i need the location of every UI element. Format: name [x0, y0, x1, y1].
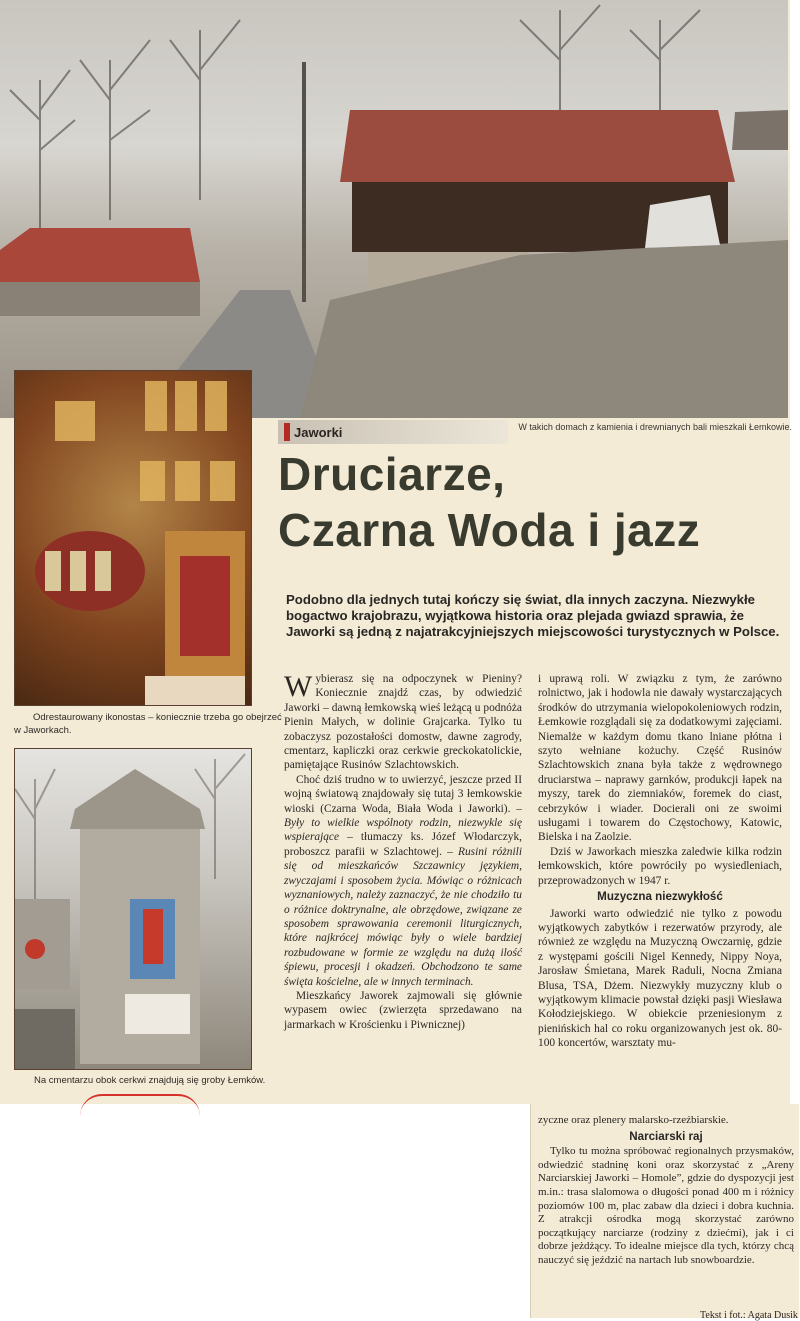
- iconostasis-caption-line1: Odrestaurowany ikonostas – koniecznie trzeba go obejrzeć: [33, 712, 282, 723]
- paragraph: Tylko tu można spróbować regionalnych przysmaków, odwiedzić stadninę koni oraz skorzystać z „Areny Narciarskiej Jaworki – Homole”, gdzie do dyspozycji jest m.in.: trasa slalomowa o długości ponad 400 m i różnicy poziomów 100 m, plac zabaw dla dzieci i dobra kuchnia. Z atrakcji ośrodka mogą skorzystać zarówno początkujący narciarze (rodziny z dziećmi), jak i ci dobrze jeżdżący. To idealne miejsce dla tych, którzy chcą nauczyć się jeździć na nartach lub snowboardzie.: [538, 1145, 794, 1266]
- paragraph: [284, 773, 522, 989]
- paragraph: i uprawą roli. W związku z tym, że zarówno rolnictwo, jak i hodowla nie dawały wystarczających środków do utrzymania wielopokoleniowych rodzin, Łemkowie rozglądali się za dodatkowymi zajęciami. Niemalże w każdym domu tkano lniane płótna i szyto wełniane kożuchy. Część Rusinów Szlachtowskich znana była także z wędrownego druciarstwa – naprawy garnków, produkcji łapek na myszy, tarek do ziemniaków, foremek do ciast, cebrzyków i wiader. Docierali oni ze swoimi usługami i towarem do Częstochowy, Katowic, Bielska i na Zaolzie.: [538, 673, 782, 844]
- cemetery-photo: [14, 748, 252, 1070]
- headline-line2: Czarna Woda i jazz: [278, 504, 701, 556]
- paragraph: Dziś w Jaworkach mieszka zaledwie kilka rodzin łemkowskich, które powróciły po wysiedleniach, przeprowadzonych w 1947 r.: [538, 845, 782, 887]
- paragraph-text: Mieszkańcy Jaworek zajmowali się głównie wypasem owiec (zwierzęta sprzedawano na jarmarkach w Krościenku i Piwnicznej): [284, 989, 522, 1031]
- red-pen-mark: [80, 1094, 200, 1116]
- paragraph-text: ybierasz się na odpoczynek w Pieniny? Koniecznie znajdź czas, by odwiedzić Jaworki – dawną łemkowską wieś leżącą u podnóża Pienin Małych, w dolinie Grajcarka. Tylko tu zobaczysz pozostałości domostw, dawne zagrody, cmentarz, kapliczki oraz cerkwie greckokatolickie, pamiętające Rusinów Szlachtowskich.: [284, 673, 522, 772]
- headline-line1: Druciarze,: [278, 448, 506, 500]
- paragraph: [284, 672, 522, 773]
- cemetery-caption: Na cmentarzu obok cerkwi znajdują się groby Łemków.: [34, 1075, 266, 1086]
- author-credit: Tekst i fot.: Agata Dusik: [700, 1310, 798, 1321]
- iconostasis-caption-line2: w Jaworkach.: [14, 725, 72, 736]
- village-houses-photo: [0, 0, 788, 418]
- article-column-3: [538, 1114, 794, 1268]
- article-column-2: [538, 672, 782, 1051]
- paragraph: Jaworki warto odwiedzić nie tylko z powodu wyjątkowych zabytków i rezerwatów przyrody, ale również ze względu na Muzyczną Owczarnię, gdzie z występami gościli Nigel Kennedy, Nippy Noya, Jarosław Śmietana, Marek Raduli, Nocna Zmiana Blusa, TSA, Dżem. Niezwykły muzyczny klub o wyjątkowym klimacie powstał dzięki pasji Wiesława Kołodziejskiego. W obiekcie przeniesionym z pienińskich hal co roku organizowanych jest ok. 80-100 koncertów, warsztaty mu-: [538, 907, 782, 1050]
- iconostasis-photo: [14, 370, 252, 706]
- section-tag: [278, 420, 508, 444]
- article-column-1: [284, 672, 522, 1032]
- section-tag-label: Jaworki: [294, 424, 343, 440]
- quote-text: Rusini różnili się od mieszkańców Szczawnicy językiem, zwyczajami i sposobem życia. Mówiąc o różnicach wyznaniowych, należy zaznaczyć, że nie chodziło tu o różnice doktrynalne, ale obrzędowe, związane ze sposobem sprawowania ceremonii liturgicznych, które najkrócej mówiąc były o wiele bardziej rozbudowane w formie ze względu na dużą ilość śpiewu, procesji i okadzeń. Obchodzono te same święta kościelne, ale w innych terminach.: [284, 845, 522, 988]
- paragraph-text: Choć dziś trudno w to uwierzyć, jeszcze przed II wojną światową znajdowały się tutaj 3 łemkowskie wioski (Czarna Woda, Biała Woda i Jaworki). –: [284, 773, 522, 815]
- lead-paragraph: Podobno dla jednych tutaj kończy się świat, dla innych zaczyna. Niezwykłe bogactwo krajobrazu, wyjątkowa historia oraz plejada gwiazd sprawia, że Jaworki są jedną z najatrakcyjniejszych miejscowości turystycznych w Polsce.: [286, 592, 780, 639]
- paragraph: [284, 989, 522, 1032]
- top-photo-caption: W takich domach z kamienia i drewnianych bali mieszkali Łemkowie.: [518, 422, 792, 432]
- quote-text: Były to wielkie wspólnoty rodzin, niezwykle się wspierające: [284, 817, 522, 844]
- headline: [278, 446, 788, 558]
- drop-cap: W: [284, 670, 313, 703]
- section-marker-bar: [284, 423, 290, 441]
- subheading-ski: Narciarski raj: [629, 1129, 703, 1143]
- paragraph-text: – tłumaczy ks. Józef Włodarczyk, proboszcz parafii w Szlachtowej. –: [284, 831, 522, 858]
- subheading-music: Muzyczna niezwykłość: [597, 890, 723, 904]
- paragraph: zyczne oraz plenery malarsko-rzeźbiarskie.: [538, 1114, 729, 1126]
